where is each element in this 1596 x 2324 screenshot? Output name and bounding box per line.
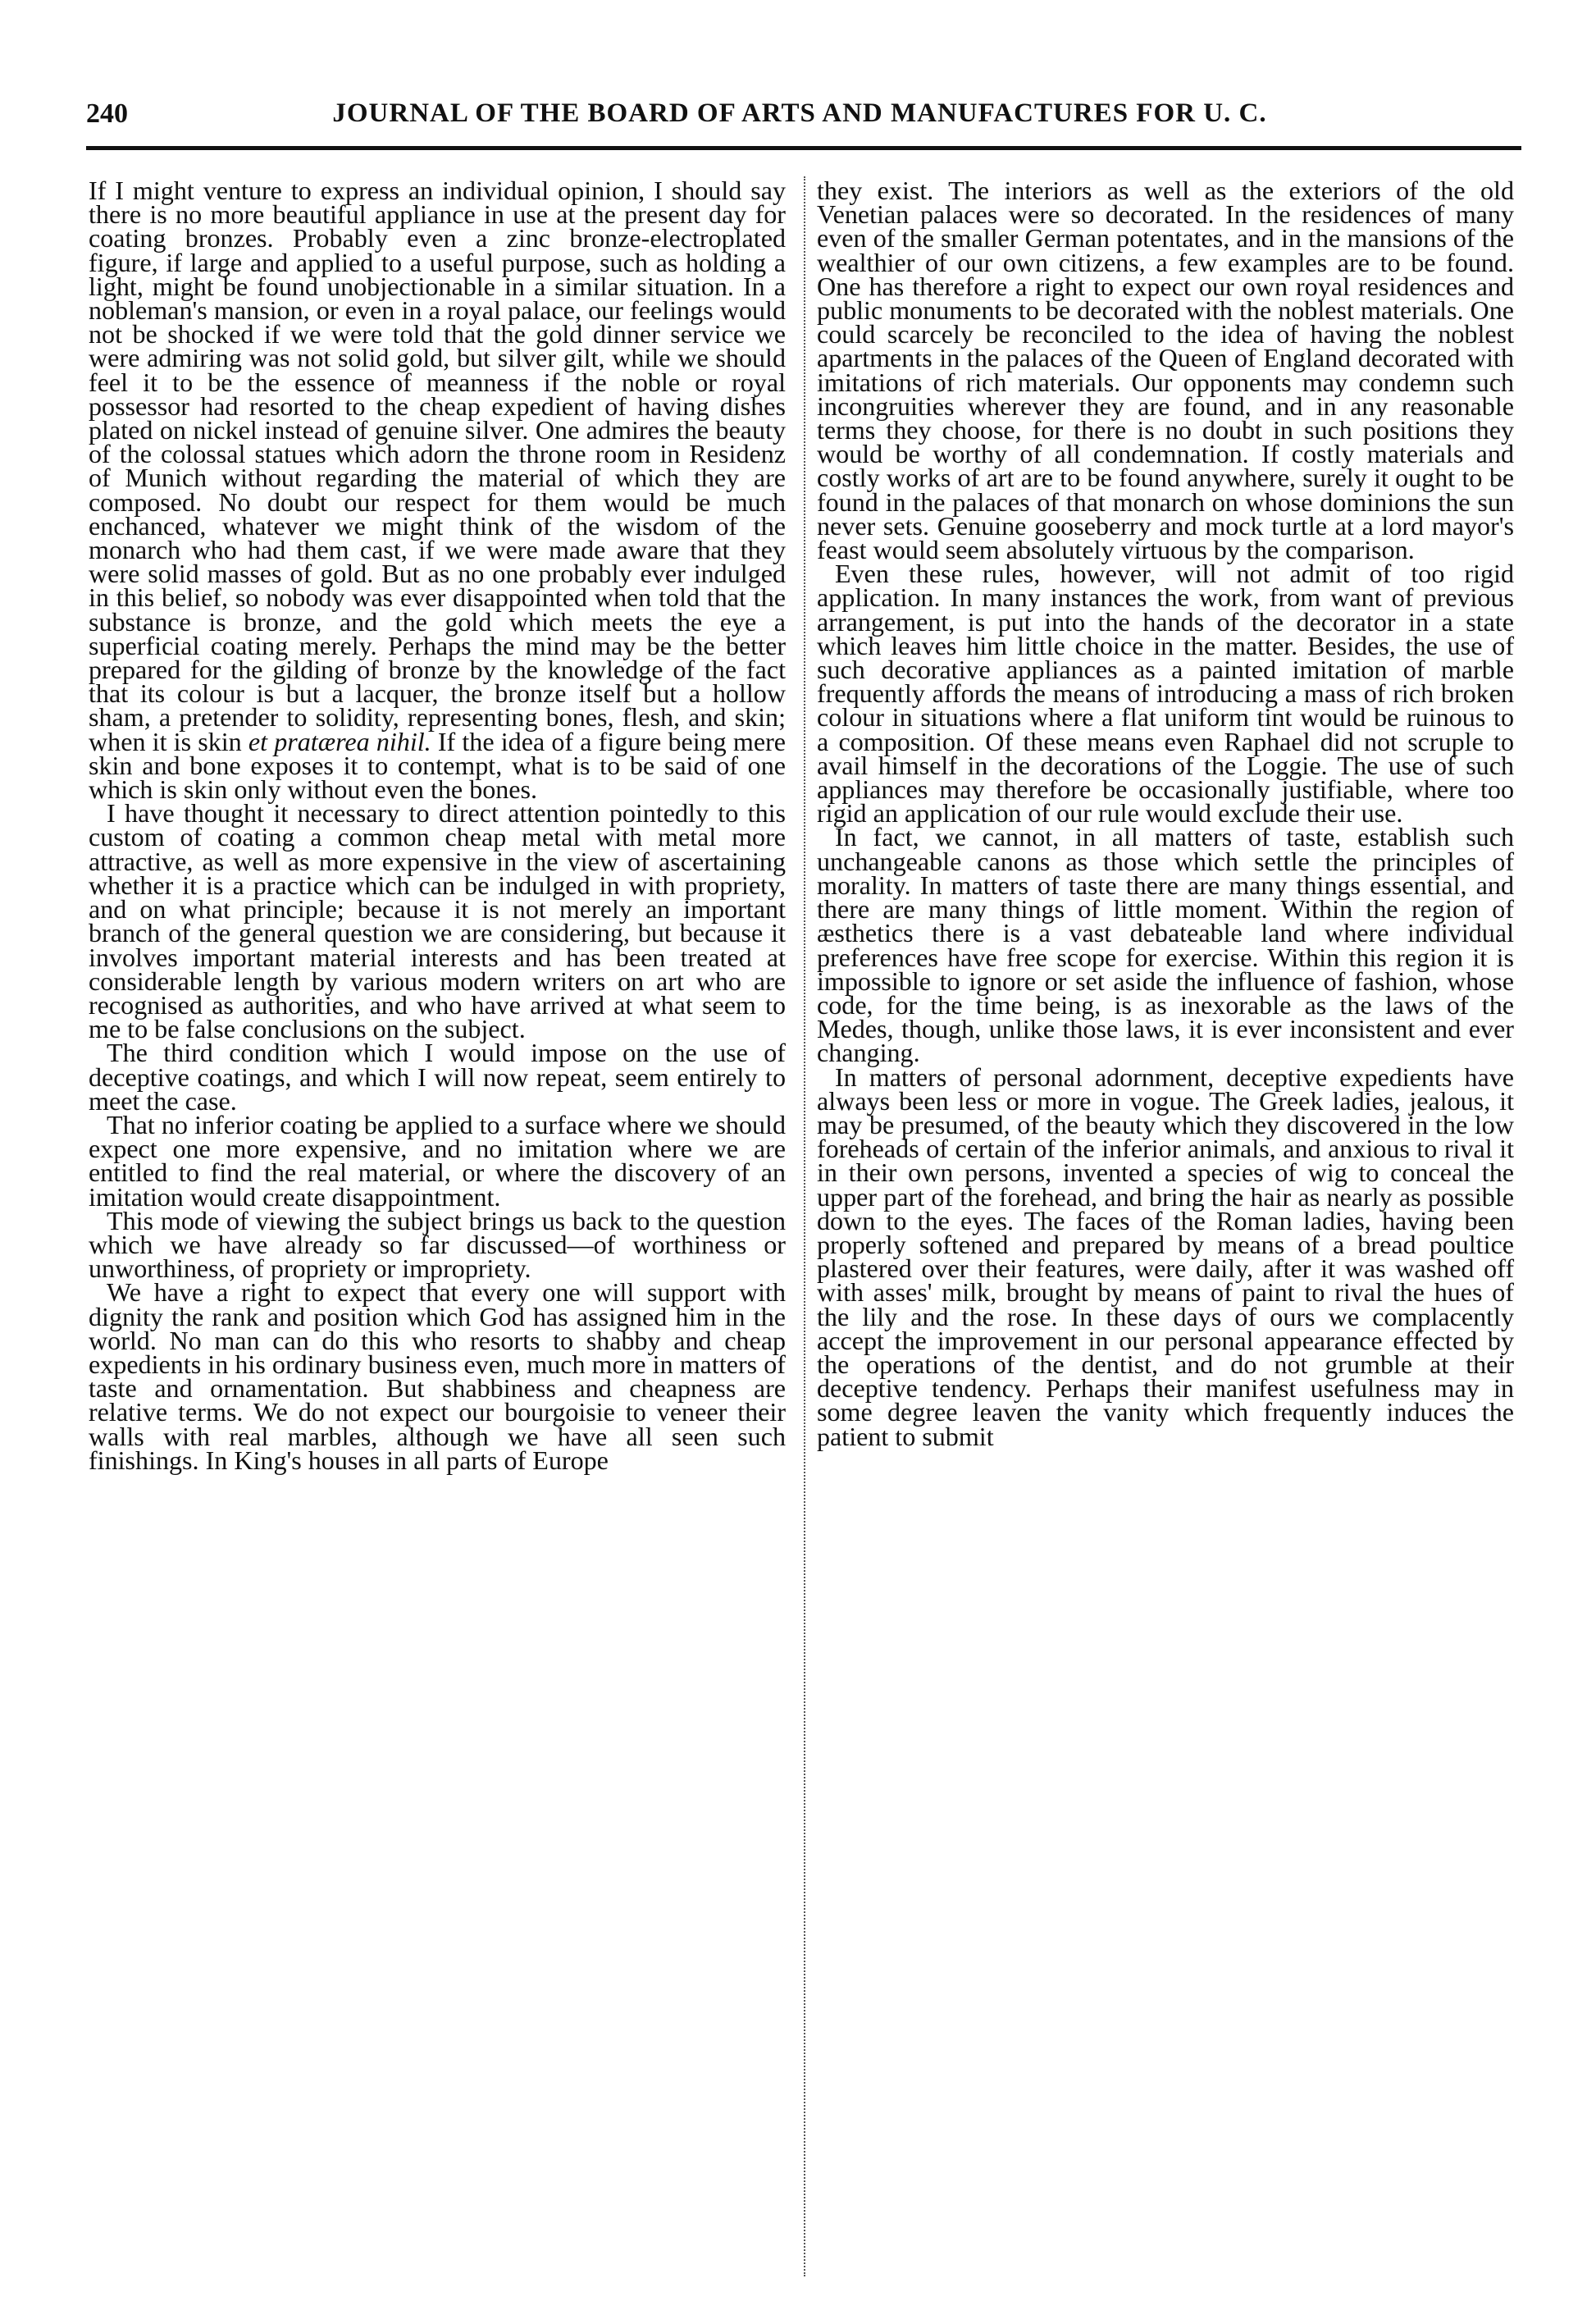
paragraph-text: If the idea of a figure being mere skin and bone exposes it to contempt, what is to be said of one which is skin only without even the bones. bbox=[89, 726, 786, 805]
header-rule bbox=[86, 146, 1521, 150]
paragraph: That no inferior coating be applied to a surface where we should expect one more expensive, and no imitation where we are entitled to find the real material, or where the discovery of an imitation would create disappointment. bbox=[89, 1109, 786, 1212]
paragraph bbox=[89, 176, 786, 805]
paragraph: In matters of personal adornment, deceptive expedients have always been less or more in vogue. The Greek ladies, jealous, it may be presumed, of the beauty which they discovered in the low foreheads of certain of the inferior animals, and anxious to rival it in their own persons, invented a species of wig to conceal the upper part of the forehead, and bring the hair as nearly as possible down to the eyes. The faces of the Roman ladies, having been properly softened and prepared by means of a bread poultice plastered over their features, were daily, after it was washed off with asses' milk, brought by means of paint to rival the hues of the lily and the rose. In these days of ours we complacently accept the improvement in our personal appearance effected by the operations of the dentist, and do not grumble at their deceptive tendency. Perhaps their manifest usefulness may in some degree leaven the vanity which frequently induces the patient to submit bbox=[817, 1062, 1514, 1451]
paragraph: I have thought it necessary to direct attention pointedly to this custom of coating a common cheap metal with metal more attractive, as well as more expensive in the view of ascertaining whether it is a practice which can be indulged in with propriety, and on what principle; because it is not merely an important branch of the general question we are considering, but because it involves important material interests and has been treated at considerable length by various modern writers on art who are recognised as authorities, and who have arrived at what seem to me to be false conclusions on the subject. bbox=[89, 798, 786, 1044]
paragraph: In fact, we cannot, in all matters of taste, establish such unchangeable canons as those which settle the principles of morality. In matters of taste there are many things essential, and there are many things of little moment. Within the region of æsthetics there is a vast debateable land where individual preferences have free scope for exercise. Within this region it is impossible to ignore or set aside the influence of fashion, whose code, for the time being, is as inexorable as the laws of the Medes, though, unlike those laws, it is ever inconsistent and ever changing. bbox=[817, 822, 1514, 1068]
latin-phrase: et pratærea nihil. bbox=[248, 726, 431, 756]
column-divider bbox=[804, 176, 807, 2276]
paragraph: Even these rules, however, will not admit of too rigid application. In many instances the work, from want of previous arrangement, is put into the hands of the decorator in a state which leaves him little choice in the matter. Besides, the use of such decorative appliances as a painted imitation of marble frequently affords the means of introducing a mass of rich broken colour in situations where a flat uniform tint would be ruinous to a composition. Of these means even Raphael did not scruple to avail himself in the decorations of the Loggie. The use of such appliances may therefore be occasionally justifiable, where too rigid an application of our rule would exclude their use. bbox=[817, 559, 1514, 829]
running-head: JOURNAL OF THE BOARD OF ARTS AND MANUFACTURES FOR U. C. bbox=[332, 98, 1267, 128]
paragraph-text: If I might venture to express an individual opinion, I should say there is no more beautiful appliance in use at the present day for coating bronzes. Probably even a zinc bronze-electroplated figure, if large and applied to a useful purpose, such as holding a light, might be found unobjectionable in a similar situation. In a nobleman's mansion, or even in a royal palace, our feelings would not be shocked if we were told that the gold dinner service we were admiring was not solid gold, but silver gilt, while we should feel it to be the essence of meanness if the noble or royal possessor had resorted to the cheap expedient of having dishes plated on nickel instead of genuine silver. One admires the beauty of the colossal statues which adorn the throne room in Residenz of Munich without regarding the material of which they are composed. No doubt our respect for them would be much enchanced, whatever we might think of the wisdom of the monarch who had them cast, if we were made aware that they were solid masses of gold. But as no one probably ever indulged in this belief, so nobody was ever disappointed when told that the substance is bronze, and the gold which meets the eye a superficial coating merely. Perhaps the mind may be the better prepared for the gilding of bronze by the knowledge of the fact that its colour is but a lacquer, the bronze itself but a hollow sham, a pretender to solidity, representing bones, flesh, and skin; when it is skin bbox=[89, 176, 786, 756]
paragraph: they exist. The interiors as well as the exteriors of the old Venetian palaces were so decorated. In the residences of many even of the smaller German potentates, and in the mansions of the wealthier of our own citizens, a few examples are to be found. One has therefore a right to expect our own royal residences and public monuments to be decorated with the noblest materials. One could scarcely be reconciled to the idea of having the noblest apartments in the palaces of the Queen of England decorated with imitations of rich materials. Our opponents may condemn such incongruities wherever they are found, and in any reasonable terms they choose, for there is no doubt in such positions they would be worthy of all condemnation. If costly materials and costly works of art are to be found anywhere, surely it ought to be found in the palaces of that monarch on whose dominions the sun never sets. Genuine gooseberry and mock turtle at a lord mayor's feast would seem absolutely virtuous by the comparison. bbox=[817, 176, 1514, 565]
left-column bbox=[89, 176, 786, 1475]
page-header bbox=[86, 98, 1513, 139]
paragraph: This mode of viewing the subject brings us back to the question which we have already so far discussed—of worthiness or unworthiness, of propriety or impropriety. bbox=[89, 1205, 786, 1284]
paragraph: The third condition which I would impose on the use of deceptive coatings, and which I will now repeat, seem entirely to meet the case. bbox=[89, 1038, 786, 1116]
page-number: 240 bbox=[86, 98, 128, 129]
paragraph: We have a right to expect that every one will support with dignity the rank and position which God has assigned him in the world. No man can do this who resorts to shabby and cheap expedients in his ordinary business even, much more in matters of taste and ornamentation. But shabbiness and cheapness are relative terms. We do not expect our bourgoisie to veneer their walls with real marbles, although we have all seen such finishings. In King's houses in all parts of Europe bbox=[89, 1277, 786, 1475]
right-column bbox=[817, 176, 1514, 1451]
